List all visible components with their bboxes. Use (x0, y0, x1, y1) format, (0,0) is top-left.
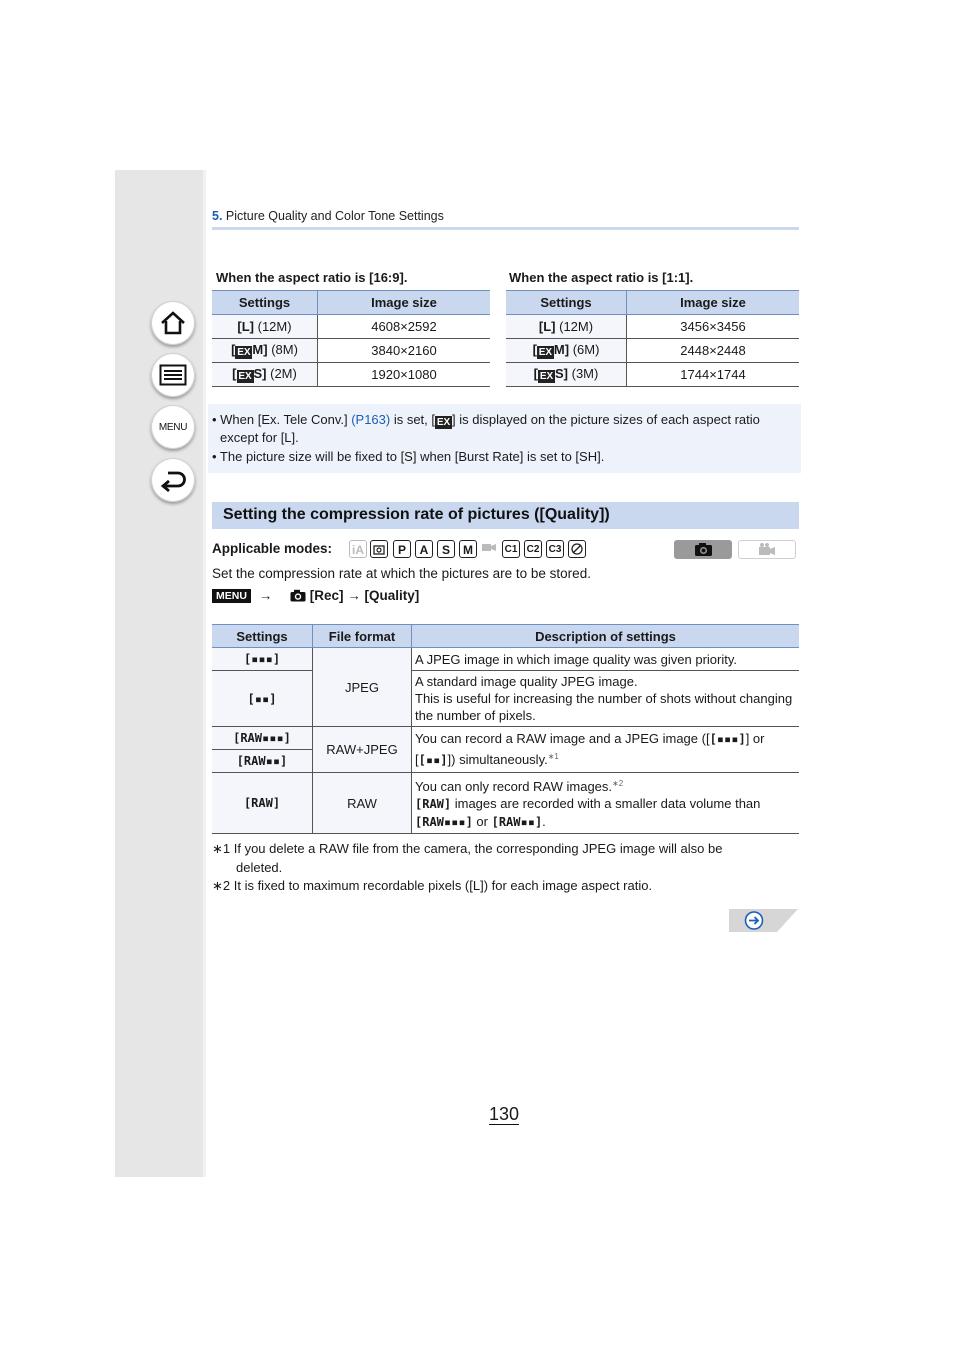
ex-icon: EX (538, 347, 553, 358)
table-169-caption: When the aspect ratio is [16:9]. (216, 270, 408, 285)
footnote-2: ∗2 It is fixed to maximum recordable pixels ([L]) for each image aspect ratio. (212, 878, 653, 893)
setting-cell: [L] (12M) (212, 315, 318, 339)
breadcrumb (212, 209, 444, 223)
table-row (212, 773, 799, 834)
raw-fine-setting: [RAW▪▪▪] (212, 727, 313, 750)
header-settings: Settings (506, 291, 627, 315)
table-row (212, 363, 490, 387)
ex-icon: EX (539, 371, 554, 382)
photo-mode-tab (674, 540, 732, 559)
arrow: → (347, 588, 361, 603)
quality-label: [Quality] (364, 588, 420, 603)
menu-button[interactable] (151, 405, 195, 449)
header-description: Description of settings (412, 625, 800, 648)
mode-movie-m-icon (480, 540, 500, 558)
back-arrow-icon (159, 468, 187, 492)
contents-button[interactable] (151, 353, 195, 397)
header-settings: Settings (212, 291, 318, 315)
breadcrumb-rule (212, 227, 799, 230)
section-title: Setting the compression rate of pictures ([Quality]) (223, 506, 610, 523)
footnote-1: ∗1 If you delete a RAW file from the camera, the corresponding JPEG image will also be (212, 841, 723, 856)
table-11-caption: When the aspect ratio is [1:1]. (509, 270, 694, 285)
table-row (212, 339, 490, 363)
table-row (212, 648, 799, 671)
table-row (212, 727, 799, 750)
chapter-number: 5. (212, 209, 223, 223)
table-row (506, 315, 799, 339)
list-icon (159, 364, 187, 386)
table-169 (212, 290, 490, 387)
standard-description: A standard image quality JPEG image. This is useful for increasing the number of shots without changing the number of pixels. (412, 671, 800, 727)
menu-path (212, 588, 419, 603)
raw-jpeg-format: RAW+JPEG (313, 727, 412, 773)
arrow: → (258, 588, 273, 603)
header-image-size: Image size (627, 291, 800, 315)
size-cell: 2448×2448 (627, 339, 800, 363)
raw-format: RAW (313, 773, 412, 834)
chapter-title: Picture Quality and Color Tone Settings (225, 209, 444, 223)
mode-s-icon: S (437, 540, 455, 558)
quality-table (212, 624, 799, 834)
back-button[interactable] (151, 458, 195, 502)
home-button[interactable] (151, 301, 195, 345)
table-row (506, 339, 799, 363)
next-page-button[interactable] (729, 909, 799, 938)
size-cell: 3456×3456 (627, 315, 800, 339)
raw-jpeg-description: You can record a RAW image and a JPEG image ([[▪▪▪]] or [[▪▪]]) simultaneously.$^{∗1}$ (412, 727, 800, 773)
table-row (212, 315, 490, 339)
ex-icon: EX (237, 347, 251, 358)
next-arrow-icon (729, 909, 799, 933)
table-11 (506, 290, 799, 387)
sidebar-divider (203, 170, 206, 1177)
footnote-1-cont: deleted. (236, 860, 283, 875)
raw-standard-setting: [RAW▪▪] (212, 750, 313, 773)
video-mode-tab (738, 540, 796, 559)
section-header (212, 502, 799, 529)
size-cell: 4608×2592 (318, 315, 491, 339)
ex-icon: EX (238, 371, 252, 382)
size-cell: 1744×1744 (627, 363, 800, 387)
note-1: • When [Ex. Tele Conv.] (P163) is set, [ EX ] is displayed on the picture sizes of each aspect ratio (212, 412, 760, 428)
raw-setting: [RAW] (212, 773, 313, 834)
rec-label: [Rec] (309, 588, 344, 603)
size-cell: 3840×2160 (318, 339, 491, 363)
mode-scene-icon (370, 540, 388, 558)
video-camera-icon (739, 541, 795, 558)
home-icon (159, 310, 187, 336)
setting-cell: [ EX M] (6M) (506, 339, 627, 363)
mode-c3-icon: C3 (546, 540, 564, 558)
setting-cell: [ EX S] (3M) (506, 363, 627, 387)
table-row (212, 671, 799, 727)
camera-icon (290, 589, 306, 602)
mode-p-icon: P (393, 540, 411, 558)
note-2: • The picture size will be fixed to [S] when [Burst Rate] is set to [SH]. (212, 449, 605, 464)
standard-setting: [▪▪] (212, 671, 313, 727)
mode-creative-icon (568, 540, 586, 558)
header-settings: Settings (212, 625, 313, 648)
applicable-modes-label: Applicable modes: (212, 541, 333, 556)
note-box (208, 404, 801, 473)
setting-cell: [ EX M] (8M) (212, 339, 318, 363)
setting-cell: [ EX S] (2M) (212, 363, 318, 387)
header-file-format: File format (313, 625, 412, 648)
page-number: 130 (489, 1104, 520, 1124)
mode-c1-icon: C1 (502, 540, 520, 558)
mode-m-icon: M (459, 540, 477, 558)
mode-ia-icon: iA (349, 540, 367, 558)
fine-description: A JPEG image in which image quality was given priority. (412, 648, 800, 671)
menu-tag: MENU (212, 589, 251, 603)
fine-setting: [▪▪▪] (212, 648, 313, 671)
menu-label: MENU (158, 421, 188, 433)
mode-c2-icon: C2 (524, 540, 542, 558)
mode-a-icon: A (415, 540, 433, 558)
table-row (506, 363, 799, 387)
setting-cell: [L] (12M) (506, 315, 627, 339)
ex-icon: EX (436, 417, 451, 428)
camera-icon (674, 540, 732, 559)
header-image-size: Image size (318, 291, 491, 315)
p163-link[interactable]: (P163) (351, 412, 391, 427)
note-1-cont: except for [L]. (220, 430, 299, 445)
description: Set the compression rate at which the pictures are to be stored. (212, 566, 591, 581)
size-cell: 1920×1080 (318, 363, 491, 387)
raw-description: You can only record RAW images.$^{∗2}$ [RAW] images are recorded with a smaller data volume than [RAW▪▪▪] or [RAW▪▪]. (412, 773, 800, 834)
jpeg-format: JPEG (313, 648, 412, 727)
